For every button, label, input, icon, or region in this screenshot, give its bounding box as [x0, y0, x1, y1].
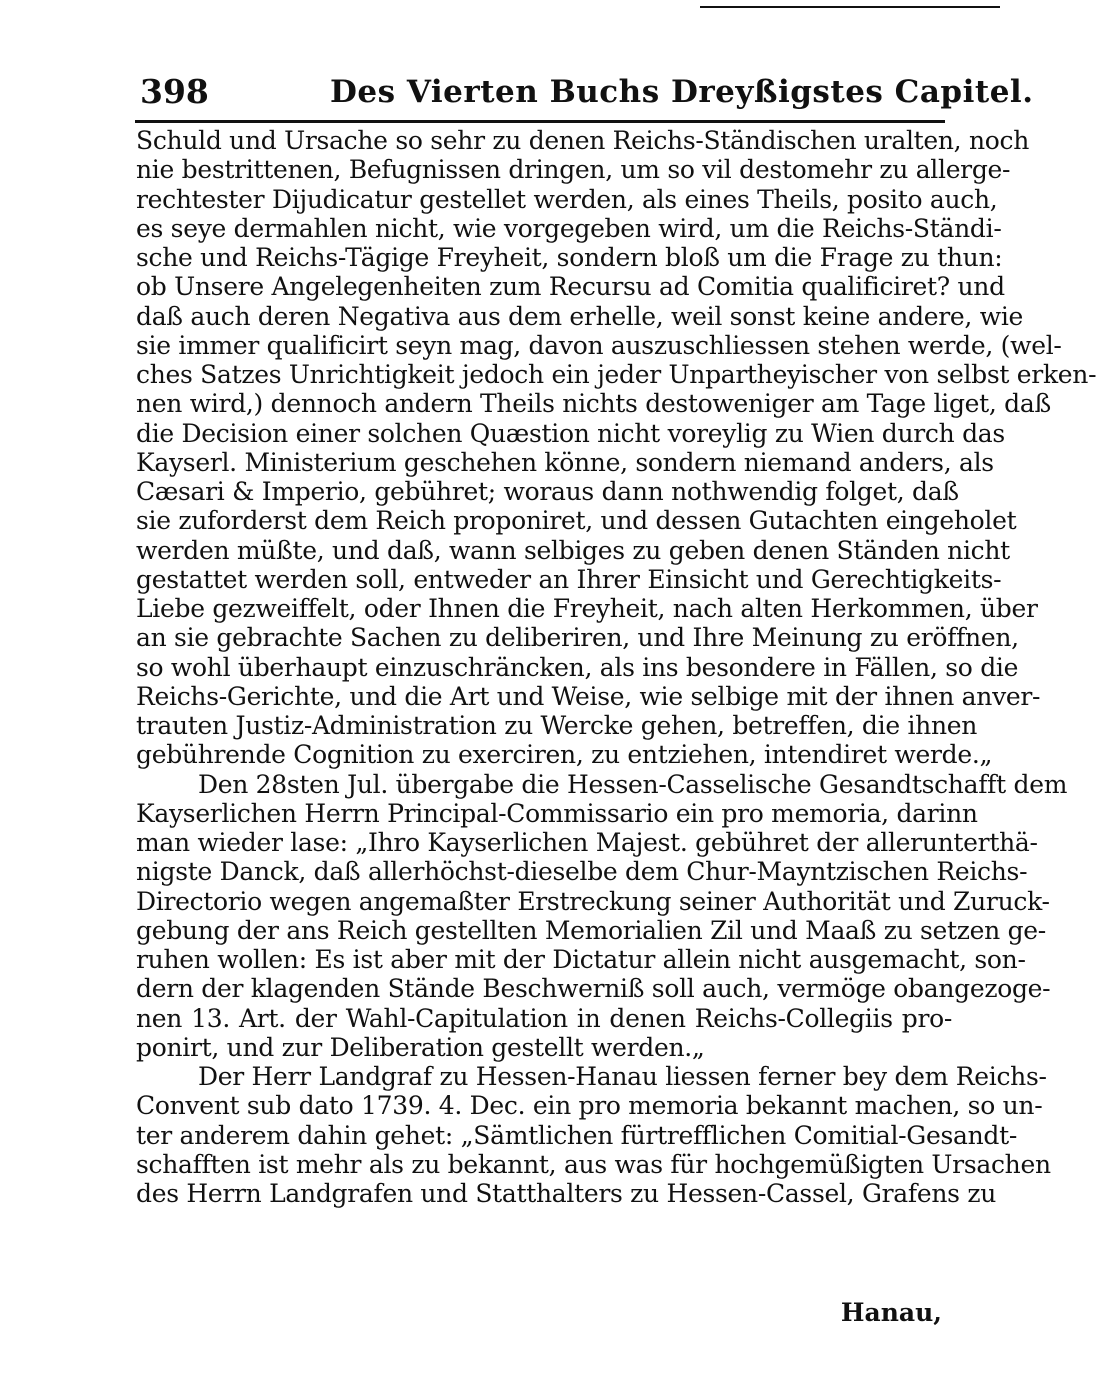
text-line: trauten Justiz-Administration zu Wercke gehen, betreffen, die ihnen [136, 711, 978, 740]
text-line: dern der klagenden Stände Beschwerniß soll auch, vermöge obangezoge- [136, 974, 1051, 1004]
text-line: sie immer qualificirt seyn mag, davon auszuschliessen stehen werde, (wel- [136, 330, 1062, 360]
text-line: Schuld und Ursache so sehr zu denen Reichs-Ständischen uralten, noch [136, 126, 1030, 155]
text-line: sie zuforderst dem Reich proponiret, und dessen Gutachten eingeholet [136, 506, 1017, 536]
text-line: des Herrn Landgrafen und Statthalters zu Hessen-Cassel, Grafens zu [136, 1179, 996, 1208]
text-line: Directorio wegen angemaßter Erstreckung seiner Authorität und Zuruck- [136, 886, 1050, 916]
text-line: rechtester Dijudicatur gestellet werden, als eines Theils, posito auch, [136, 184, 998, 214]
text-line: ponirt, und zur Deliberation gestellt werden.„ [136, 1032, 705, 1062]
text-line: gebung der ans Reich gestellten Memorialien Zil und Maaß zu setzen ge- [136, 915, 1046, 945]
text-line: an sie gebrachte Sachen zu deliberiren, und Ihre Meinung zu eröffnen, [136, 623, 1019, 653]
text-line: nie bestrittenen, Befugnissen dringen, um so vil destomehr zu allerge- [136, 155, 1011, 185]
text-line: es seye dermahlen nicht, wie vorgegeben wird, um die Reichs-Ständi- [136, 213, 1002, 243]
text-line: sche und Reichs-Tägige Freyheit, sondern bloß um die Frage zu thun: [136, 243, 1003, 272]
header-rule [135, 120, 945, 123]
text-line: daß auch deren Negativa aus dem erhelle, weil sonst keine andere, wie [136, 301, 1024, 331]
text-line: nen wird,) dennoch andern Theils nichts destoweniger am Tage liget, daß [136, 389, 1051, 419]
text-line: Liebe gezweiffelt, oder Ihnen die Freyheit, nach alten Herkommen, über [136, 594, 1038, 623]
text-line: Reichs-Gerichte, und die Art und Weise, wie selbige mit der ihnen anver- [136, 681, 1041, 711]
page-number: 398 [140, 72, 209, 111]
text-line: schafften ist mehr als zu bekannt, aus was für hochgemüßigten Ursachen [136, 1149, 1051, 1179]
body-text [136, 126, 1096, 1208]
text-line: Der Herr Landgraf zu Hessen-Hanau liessen ferner bey dem Reichs- [198, 1062, 1047, 1091]
text-line: ches Satzes Unrichtigkeit jedoch ein jeder Unpartheyischer von selbst erken- [136, 360, 1096, 389]
text-line: ruhen wollen: Es ist aber mit der Dictatur allein nicht ausgemacht, son- [136, 945, 1026, 974]
text-line: Convent sub dato 1739. 4. Dec. ein pro memoria bekannt machen, so un- [136, 1091, 1043, 1121]
text-line: die Decision einer solchen Quæstion nicht voreylig zu Wien durch das [136, 418, 1005, 448]
text-line: Kayserlichen Herrn Principal-Commissario ein pro memoria, darinn [136, 798, 978, 828]
text-line: nigste Danck, daß allerhöchst-dieselbe dem Chur-Mayntzischen Reichs- [136, 857, 1028, 887]
catchword: Hanau, [840, 1298, 942, 1327]
running-title: Des Vierten Buchs Dreyßigstes Capitel. [330, 74, 1034, 110]
page-header [140, 72, 1034, 112]
top-corner-rule [700, 6, 1000, 8]
text-line: werden müßte, und daß, wann selbiges zu geben denen Ständen nicht [136, 535, 1010, 565]
text-line: Den 28sten Jul. übergabe die Hessen-Casselische Gesandtschafft dem [198, 769, 1068, 799]
text-line: ter anderem dahin gehet: „Sämtlichen fürtrefflichen Comitial-Gesandt- [136, 1120, 1017, 1150]
text-line: gebührende Cognition zu exerciren, zu entziehen, intendiret werde.„ [136, 740, 993, 770]
text-line: Kayserl. Ministerium geschehen könne, sondern niemand anders, als [136, 447, 994, 477]
text-line: man wieder lase: „Ihro Kayserlichen Majest. gebühret der allerunterthä- [136, 828, 1038, 857]
text-line: Cæsari & Imperio, gebühret; woraus dann nothwendig folget, daß [136, 477, 959, 506]
text-line: ob Unsere Angelegenheiten zum Recursu ad Comitia qualificiret? und [136, 272, 1005, 302]
text-line: nen 13. Art. der Wahl-Capitulation in denen Reichs-Collegiis pro- [136, 1003, 952, 1033]
text-line: so wohl überhaupt einzuschräncken, als ins besondere in Fällen, so die [136, 652, 1019, 682]
text-line: gestattet werden soll, entweder an Ihrer Einsicht und Gerechtigkeits- [136, 564, 1002, 594]
